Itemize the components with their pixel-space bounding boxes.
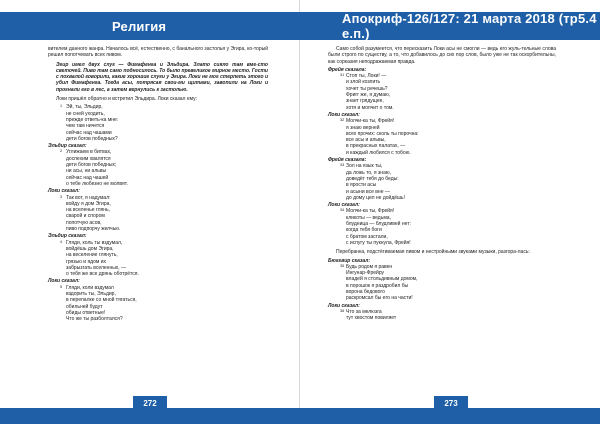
verse-line: с испугу ты пукнула, Фрейя!	[346, 239, 411, 246]
speaker-label: Бюггвир сказал:	[328, 257, 371, 264]
verse-line: в прекрасных палатах, —	[346, 143, 406, 150]
left-footer-bar	[0, 408, 300, 424]
verse-line: раскромсал бы его на части!	[346, 295, 413, 302]
verse-number: 3	[60, 194, 63, 199]
right-middle: Перебранка, подстёгиваемая пивом и нестройными звуками музыки, разгора-лась:	[336, 249, 530, 256]
verse-line: дети богов победных?	[66, 135, 118, 142]
right-dialogue	[328, 67, 556, 246]
verse-line: все асы и альвы,	[346, 137, 386, 144]
verse-line: о тебе любезно не молвят.	[66, 180, 128, 187]
verse-line: кликоты — ведьма,	[346, 214, 391, 221]
verse-line: Молчи-ка ты, Фрейя!	[346, 208, 395, 215]
verse-line: обиды ответные!	[66, 309, 106, 316]
verse-number: 32	[340, 118, 345, 123]
verse-line: забрызгать вселенных, —	[66, 264, 127, 271]
verse-stanza	[340, 118, 556, 156]
verse-line: дети богов победных;	[66, 162, 117, 169]
verse-line: с братом застали,	[346, 233, 388, 240]
verse-line: в порошок я раздробил бы	[346, 282, 409, 289]
left-italic-block: Эгир имел двух слуг — Фимафенга и Эльдира. Злато сияло там вме-сто светочей. Пиво там само подносилось. То было превеликое мирное место. Гости с похвалой говорили, какие хорошие слуги у Эгира. Локи не мог стерпеть этого и убил Фимафенга. Тогда асы, потрясая свои-ми щитами, завопили на Локи и прогнали его в лес, а затем вернулись к застолью.	[56, 61, 268, 93]
right-dialogue-continued	[328, 258, 556, 322]
verse-line: блудница — блудливей нет:	[346, 221, 411, 228]
verse-line: хочет ты речешь?	[346, 85, 388, 92]
verse-line: Углижаем в битвах,	[66, 149, 112, 156]
verse-line: Ингунар-Фрейру	[346, 270, 385, 277]
verse-line: хотя и молчит о том.	[346, 104, 394, 111]
verse-stanza	[340, 208, 556, 246]
verse-line: в перепалке со мной тягаться,	[66, 297, 137, 304]
verse-line: войдёшь дом Эгира,	[66, 245, 114, 252]
verse-line: о тебя же все дрянь оботрётся.	[66, 271, 139, 278]
verse-line: Эй, ты, Эльдир,	[66, 104, 103, 111]
verse-line: Зол на язык ты,	[346, 163, 383, 170]
verse-line: тут хвостом повиляет	[346, 315, 397, 322]
verse-line: всех прочих: сколь ты порочна:	[346, 130, 419, 137]
verse-line: до дому цел не дойдёшь!	[346, 194, 406, 201]
verse-number: 33	[340, 163, 345, 168]
right-header-title: Апокриф-126/127: 21 марта 2018 (тр5.4 е.п.)	[342, 11, 597, 41]
verse-line: Фригг же, я думаю,	[346, 92, 391, 99]
verse-line: Стоп ты, Локи! —	[346, 73, 387, 80]
verse-line: доведёт тебя до беды:	[346, 175, 399, 182]
verse-line: ворона бедового	[346, 288, 385, 295]
verse-line: пиво подпорчу желчью.	[66, 226, 121, 233]
verse-stanza	[60, 284, 268, 323]
speaker-label: Эльдир сказал:	[48, 143, 87, 150]
right-footer-bar	[300, 408, 600, 424]
right-intro: Само собой разумеется, что пересказить Локи асы не смогли — ведь его жуль-тельные слова были строго по существу, а то, что добавилось до сих пор слов, было уже не так оскорбительны, как сорказия неподражаемая правда.	[328, 46, 556, 65]
verse-line: ни асы, ни альвы	[66, 168, 107, 175]
speaker-label: Локи сказал:	[48, 188, 80, 195]
verse-number: 4	[60, 239, 63, 244]
verse-stanza	[60, 239, 268, 278]
speaker-label: Локи сказал:	[328, 302, 360, 309]
verse-line: Гляди, коли вздумал	[66, 284, 114, 291]
verse-line: не сней уходить,	[66, 110, 105, 117]
verse-number: 2	[60, 149, 63, 154]
left-page-number: 272	[133, 396, 167, 410]
speaker-label: Локи сказал:	[328, 111, 360, 118]
verse-line: знает грядущее,	[346, 98, 384, 105]
verse-stanza	[340, 73, 556, 111]
verse-stanza	[60, 149, 268, 187]
verse-line: войду я дом Эгира,	[66, 200, 111, 207]
verse-line: и асыни все вне —	[346, 188, 390, 195]
verse-line: сейчас над чашей	[66, 174, 109, 181]
verse-line: и злой козлить	[346, 79, 381, 86]
verse-line: в ярости асы	[346, 182, 377, 189]
verse-line: доспехим хвалятся	[66, 155, 111, 162]
verse-line: попотчую асов,	[66, 219, 102, 226]
verse-number: 31	[340, 73, 345, 78]
left-dialogue	[48, 104, 268, 322]
verse-stanza	[340, 163, 556, 201]
verse-number: 35	[340, 263, 345, 268]
verse-stanza	[340, 263, 556, 302]
left-content	[48, 46, 268, 323]
verse-line: чем там ничется	[66, 123, 105, 130]
left-intro: вителем данного жанра. Началось всё, естественно, с банального застолья у Эгира, ко-торый решил попотчевать всех пивом.	[48, 46, 268, 59]
left-transition: Локи пришёл обратно и встретил Эльдира. Локи сказал ему:	[56, 96, 197, 103]
verse-line: сейчас над чашами	[66, 129, 112, 136]
left-header-title: Религия	[112, 18, 167, 34]
verse-number: 36	[340, 308, 345, 313]
verse-line: Гляди, коль ты вздумал,	[66, 239, 123, 246]
verse-line: вздорить ты, Эльдир,	[66, 290, 116, 297]
verse-number: 34	[340, 208, 345, 213]
verse-line: сварой и спором	[66, 213, 105, 220]
speaker-label: Эльдир сказал:	[48, 233, 87, 240]
verse-line: я знаю верней	[346, 124, 380, 131]
speaker-label: Фрейя сказала:	[328, 66, 367, 73]
verse-line: когда тебя боги	[346, 227, 382, 234]
verse-number: 5	[60, 284, 63, 289]
right-page-number: 273	[434, 396, 468, 410]
verse-stanza	[60, 104, 268, 142]
verse-number: 1	[60, 104, 63, 109]
verse-line: да ложь то, я знаю,	[346, 169, 391, 176]
verse-line: грязью и ядом их	[66, 258, 106, 265]
speaker-label: Локи сказал:	[48, 278, 80, 285]
verse-line: Так вот, я надумал:	[66, 194, 111, 201]
verse-line: Что же ты разболтался?	[66, 316, 123, 323]
verse-line: Что за мелюзга	[346, 308, 382, 315]
speaker-label: Фрейя сказала:	[328, 157, 367, 164]
verse-line: Будь родом я равен	[346, 263, 393, 270]
verse-line: Молчи-ка ты, Фрейя!	[346, 118, 395, 125]
right-header-bar	[300, 12, 600, 40]
left-header-bar	[0, 12, 300, 40]
verse-line: на вселенье глянь,	[66, 207, 110, 214]
verse-line: и каждый любился с тобою.	[346, 149, 411, 156]
verse-stanza	[60, 194, 268, 233]
verse-line: обильней будут	[66, 303, 103, 310]
verse-line: владей я стольдивным домом,	[346, 276, 418, 283]
verse-stanza	[340, 308, 556, 322]
right-content	[328, 46, 556, 322]
verse-line: прежде ответь-ка мне:	[66, 116, 119, 123]
verse-line: на веселение глянуть,	[66, 252, 118, 259]
speaker-label: Локи сказал:	[328, 202, 360, 209]
